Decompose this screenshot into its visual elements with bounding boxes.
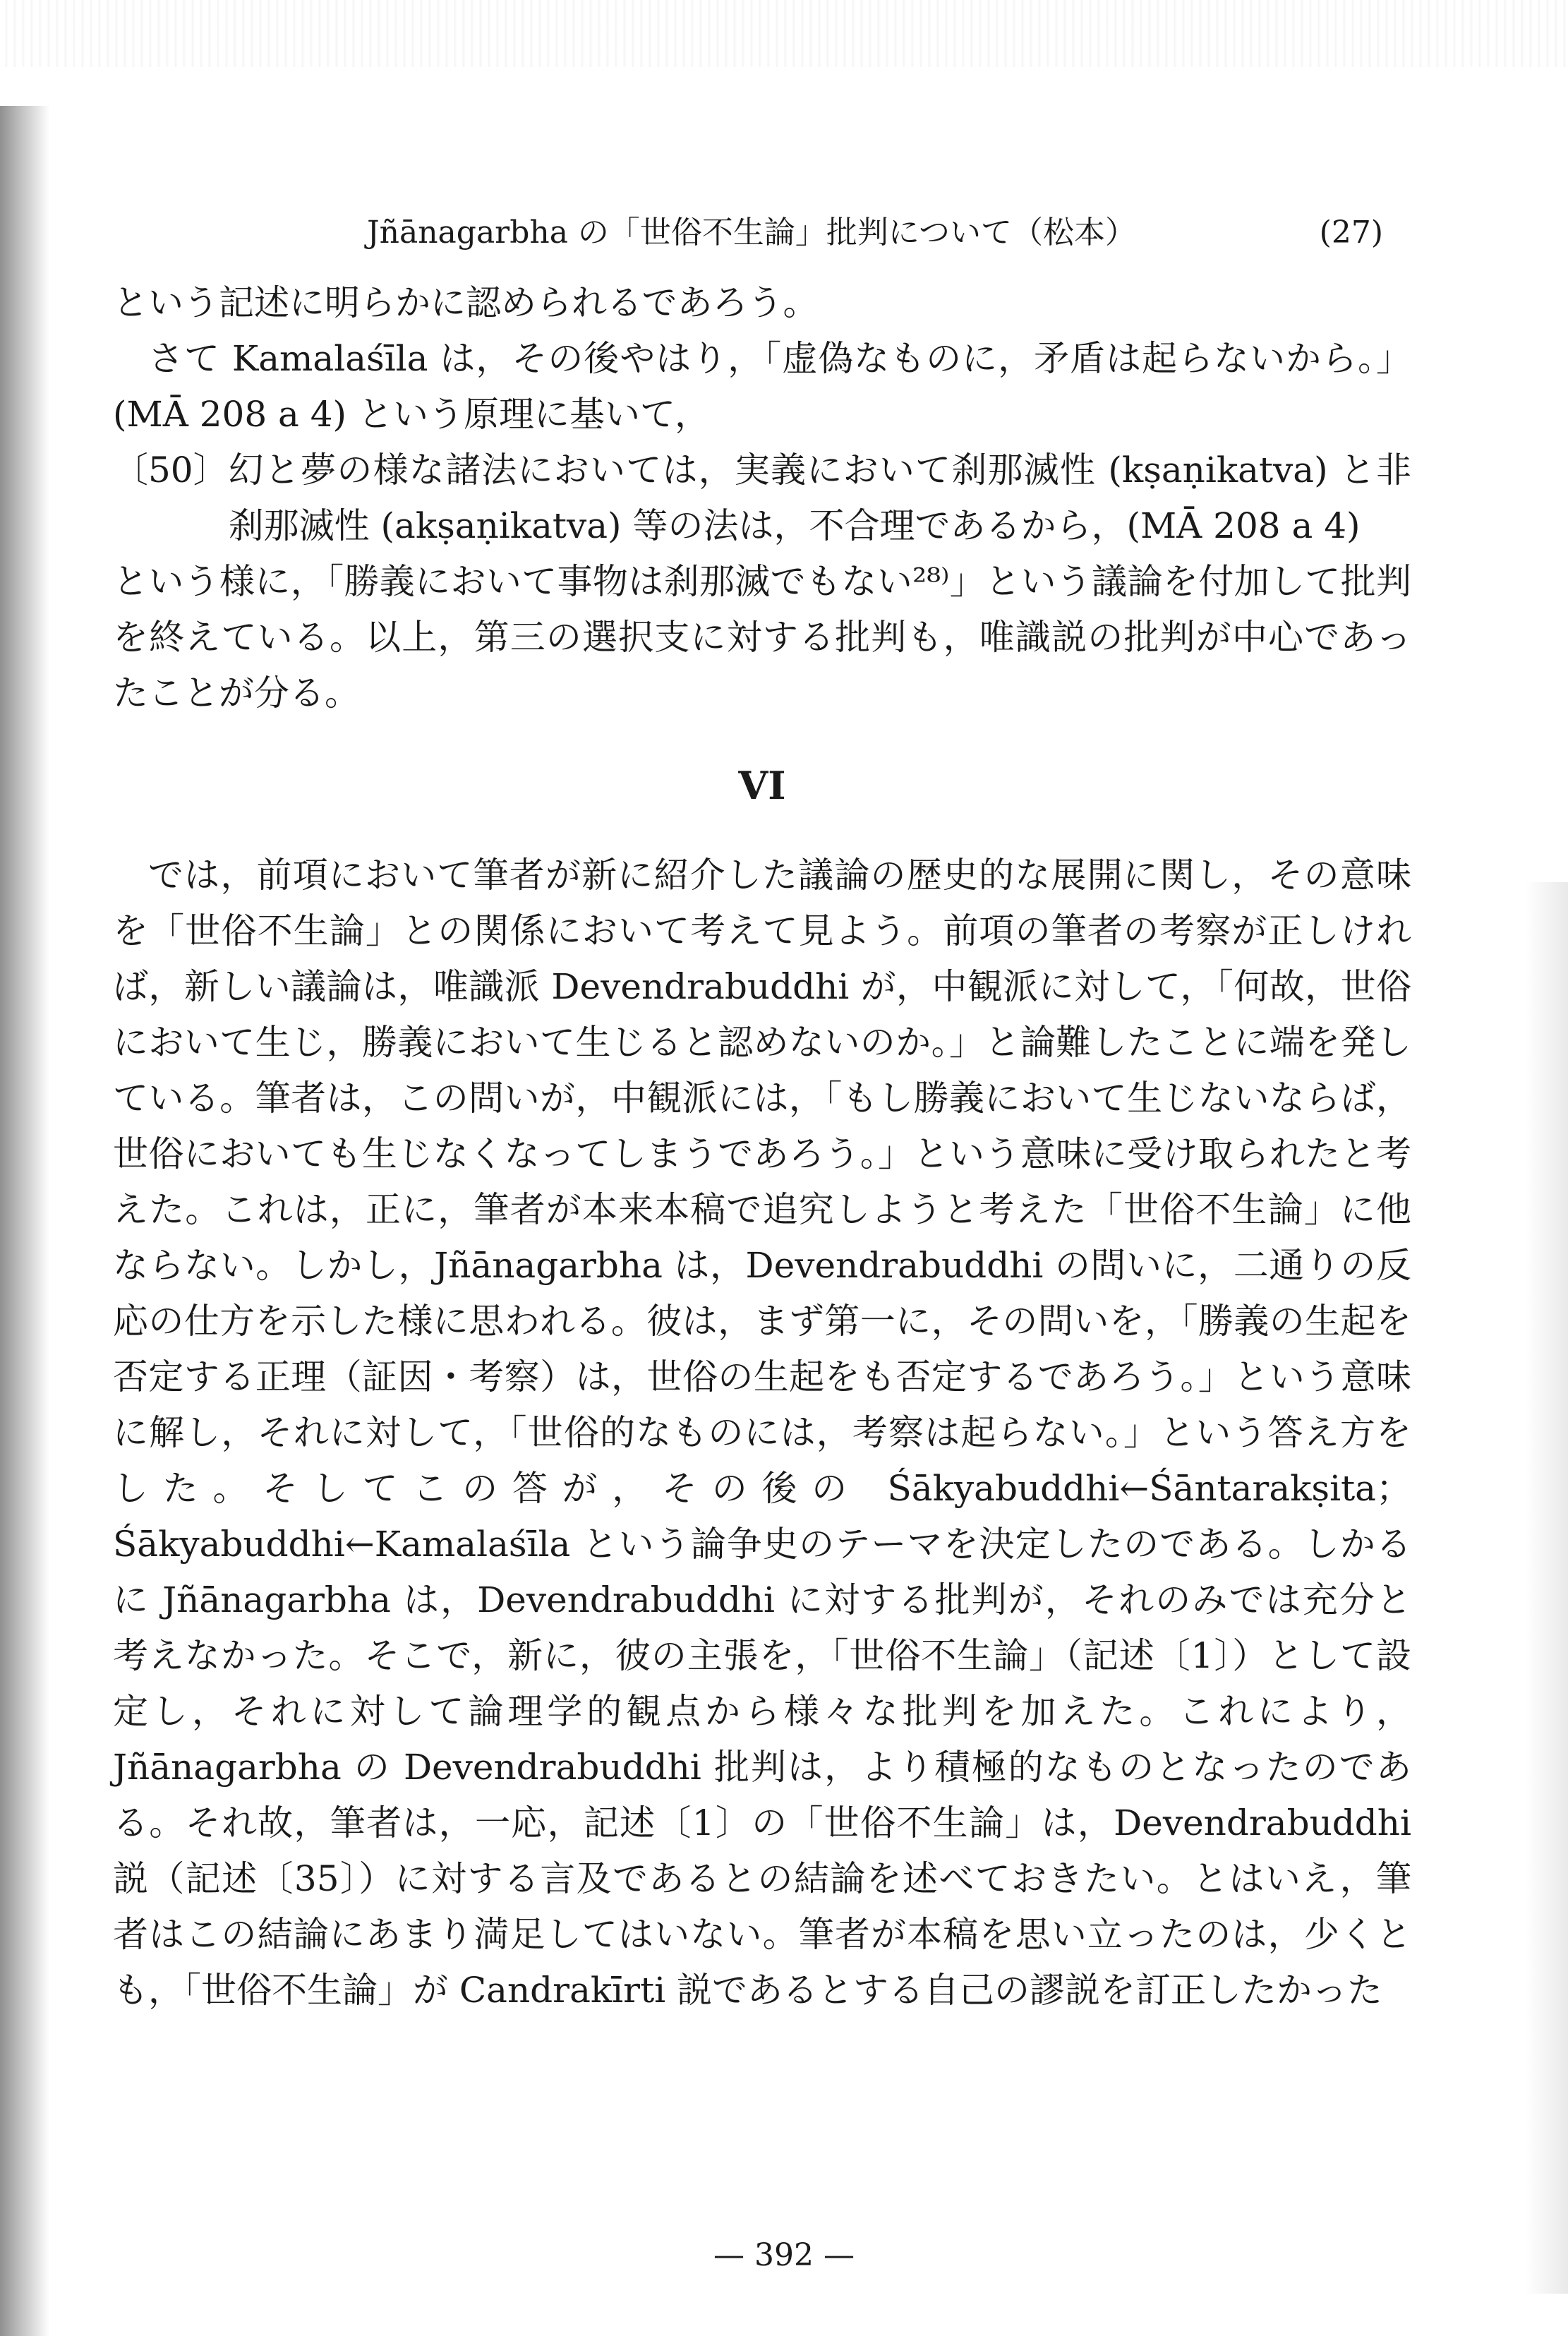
running-header-title: Jñānagarbha の「世俗不生論」批判について（松本） (367, 215, 1137, 251)
section-heading: VI (738, 763, 786, 808)
block-quote-50 (113, 442, 1411, 554)
quote-text: 幻と夢の様な諸法においては，実義において刹那滅性 (kṣaṇikatva) と非刹那滅性 (akṣaṇikatva) 等の法は，不合理であるから，(MĀ 208 a 4) (228, 450, 1411, 546)
quote-number: 〔50〕 (113, 450, 229, 490)
paragraph-after-quote: という様に，「勝義において事物は刹那滅でもない²⁸⁾」という議論を付加して批判を終えている。以上，第三の選択支に対する批判も，唯識説の批判が中心であったことが分る。 (113, 561, 1411, 714)
page-number: — 392 — (713, 2237, 855, 2273)
page-body (113, 275, 1411, 2018)
running-header-page-label: (27) (1319, 215, 1383, 251)
scan-binding-shadow (0, 106, 49, 2336)
scan-top-noise (0, 0, 1568, 67)
section-paragraph: では，前項において筆者が新に紹介した議論の歴史的な展開に関し，その意味を「世俗不生論」との関係において考えて見よう。前項の筆者の考察が正しければ，新しい議論は，唯識派 Devendrabuddhi が，中観派に対して，「何故，世俗において生じ，勝義において生じると認めないのか。」と論難したことに端を発している。筆者は，この問いが，中観派には，「もし勝義において生じないならば，世俗においても生じなくなってしまうであろう。」という意味に受け取られたと考えた。これは，正に，筆者が本来本稿で追究しようと考えた「世俗不生論」に他ならない。しかし，Jñānagarbha は，Devendrabuddhi の問いに，二通りの反応の仕方を示した様に思われる。彼は，まず第一に，その問いを，「勝義の生起を否定する正理（証因・考察）は，世俗の生起をも否定するであろう。」という意味に解し，それに対して，「世俗的なものには，考察は起らない。」という答え方をした。そしてこの答が，その後の Śākyabuddhi←Śāntarakṣita；Śākyabuddhi←Kamalaśīla という論争史のテーマを決定したのである。しかるに Jñānagarbha は，Devendrabuddhi に対する批判が，それのみでは充分と考えなかった。そこで，新に，彼の主張を，「世俗不生論」（記述〔1〕）として設定し，それに対して論理学的観点から様々な批判を加えた。これにより，Jñānagarbha の Devendrabuddhi 批判は，より積極的なものとなったのである。それ故，筆者は，一応，記述〔1〕の「世俗不生論」は，Devendrabuddhi 説（記述〔35〕）に対する言及であるとの結論を述べておきたい。とはいえ，筆者はこの結論にあまり満足してはいない。筆者が本稿を思い立ったのは，少くとも，「世俗不生論」が Candrakīrti 説であるとする自己の謬説を訂正したかった (113, 855, 1411, 2011)
paragraph-kamalasila: さて Kamalaśīla は，その後やはり，「虚偽なものに，矛盾は起らないから。」(MĀ 208 a 4) という原理に基いて， (113, 338, 1411, 435)
paragraph-continuation: という記述に明らかに認められるであろう。 (113, 282, 819, 323)
scan-right-edge (1526, 882, 1568, 2294)
running-header (367, 212, 1383, 254)
